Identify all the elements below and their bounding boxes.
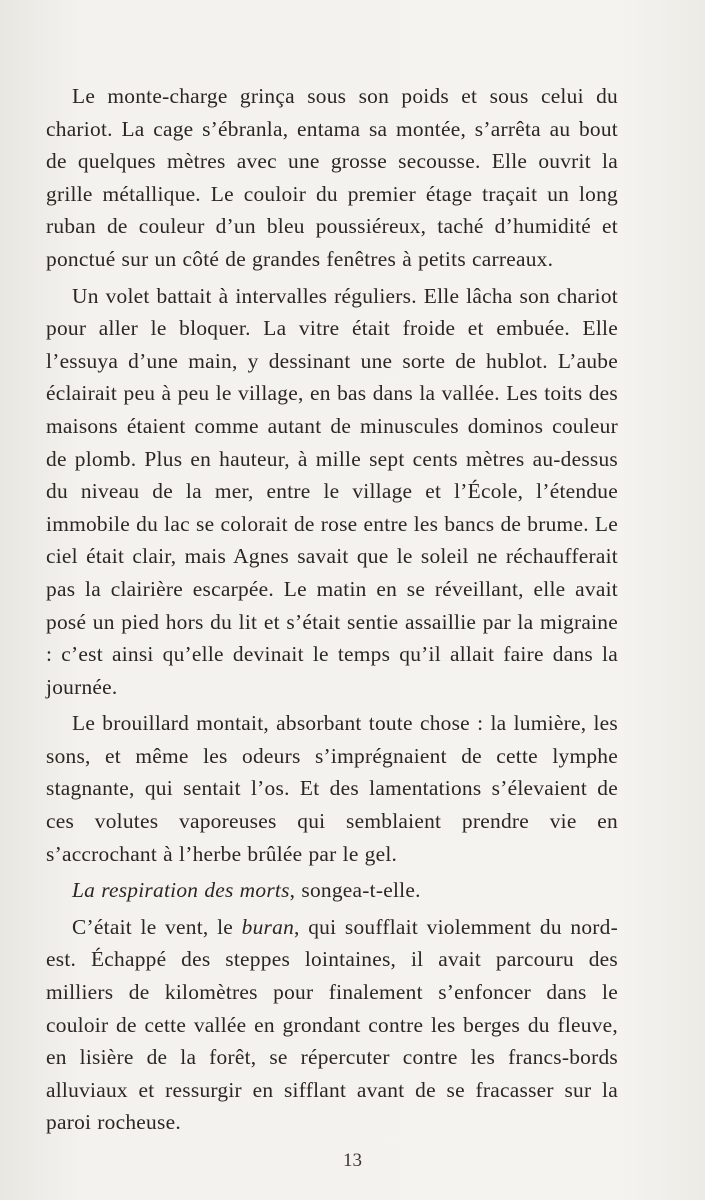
text-run: , qui soufflait violemment du nord-est. Échappé des steppes lointaines, il avait parcouru des milliers de kilomètres pour finalement s’enfoncer dans le couloir de cette vallée en grondant contre les berges du fleuve, en lisière de la forêt, se répercuter contre les francs-bords alluviaux et ressurgir en sifflant avant de se fracasser sur la paroi rocheuse. — [46, 914, 618, 1135]
italic-text: buran — [241, 914, 295, 939]
paragraph — [46, 280, 618, 704]
paragraph — [46, 874, 618, 907]
text-run: Le monte-charge grinça sous son poids et sous celui du chariot. La cage s’ébranla, entama sa montée, s’arrêta au bout de quelques mètres avec une grosse secousse. Elle ouvrit la grille métallique. Le couloir du premier étage traçait un long ruban de couleur d’un bleu poussiéreux, taché d’humidité et ponctué sur un côté de grandes fenêtres à petits carreaux. — [46, 84, 618, 271]
text-run: , songea-t-elle. — [289, 878, 421, 903]
paragraph — [46, 80, 618, 276]
italic-text: La respiration des morts — [72, 878, 290, 903]
text-run: Le brouillard montait, absorbant toute chose : la lumière, les sons, et même les odeurs s’imprégnaient de cette lymphe stagnante, qui sentait l’os. Et des lamentations s’élevaient de ces volutes vaporeuses qui semblaient prendre vie en s’accrochant à l’herbe brûlée par le gel. — [46, 711, 618, 866]
body-text — [46, 80, 618, 1143]
paragraph — [46, 911, 618, 1139]
paragraph — [46, 707, 618, 870]
text-run: C’était le vent, le — [72, 914, 242, 939]
page-number: 13 — [343, 1150, 362, 1171]
text-run: Un volet battait à intervalles réguliers. Elle lâcha son chariot pour aller le bloquer. La vitre était froide et embuée. Elle l’essuya d’une main, y dessinant une sorte de hublot. L’aube éclairait peu à peu le village, en bas dans la vallée. Les toits des maisons étaient comme autant de minuscules dominos couleur de plomb. Plus en hauteur, à mille sept cents mètres au-dessus du niveau de la mer, entre le village et l’École, l’étendue immobile du lac se colorait de rose entre les bancs de brume. Le ciel était clair, mais Agnes savait que le soleil ne réchaufferait pas la clairière escarpée. Le matin en se réveillant, elle avait posé un pied hors du lit et s’était sentie assaillie par la migraine : c’est ainsi qu’elle devinait le temps qu’il allait faire dans la journée. — [46, 283, 618, 699]
